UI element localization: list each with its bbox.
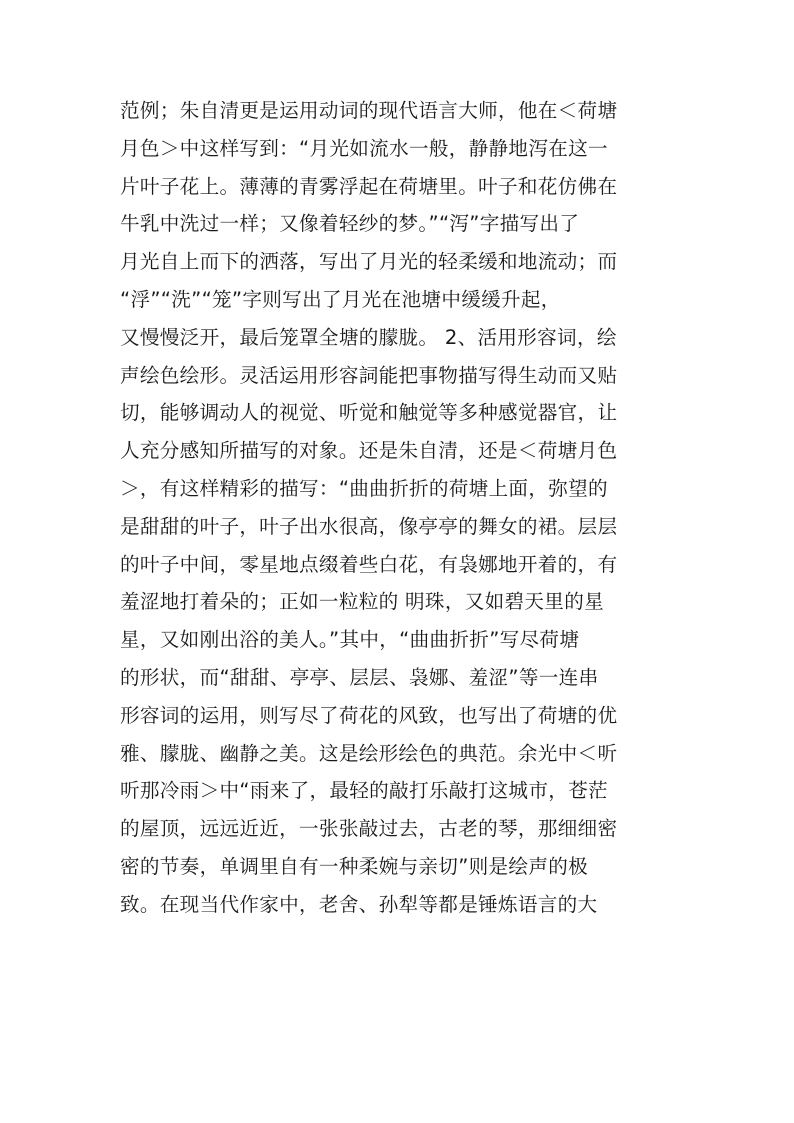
text-line: 范例；朱自清更是运用动词的现代语言大师，他在＜荷塘 <box>120 99 618 122</box>
text-line: 的形状，而“甜甜、亭亭、层层、袅娜、羞涩”等一连串 <box>120 665 599 689</box>
body-text <box>120 92 680 924</box>
text-line: 又慢慢泛开，最后笼罩全塘的朦胧。 2、活用形容词，绘 <box>120 325 617 349</box>
text-line: 声绘色绘形。灵活运用形容詞能把事物描写得生动而又贴 <box>120 363 618 387</box>
text-line: 片叶子花上。薄薄的青雾浮起在荷塘里。叶子和花仿佛在 <box>120 174 618 198</box>
text-line: ＞，有这样精彩的描写：“曲曲折折的荷塘上面，弥望的 <box>120 476 608 500</box>
text-line: 是甜甜的叶子，叶子出水很高，像亭亭的舞女的裙。层层 <box>120 514 618 538</box>
text-line: 密的节奏，单调里自有一种柔婉与亲切”则是绘声的极 <box>120 854 589 878</box>
text-line: 月色＞中这样写到：“月光如流水一般，静静地泻在这一 <box>120 136 608 160</box>
text-line: 听那冷雨＞中“雨来了，最轻的敲打乐敲打这城市，苍茫 <box>120 779 608 803</box>
text-line: 人充分感知所描写的对象。还是朱自清，还是＜荷塘月色 <box>120 439 618 463</box>
text-line: 雅、朦胧、幽静之美。这是绘形绘色的典范。余光中＜听 <box>120 741 618 765</box>
text-line: 致。在现当代作家中，老舍、孙犁等都是锤炼语言的大 <box>120 892 598 916</box>
text-line: 月光自上而下的洒落，写出了月光的轻柔缓和地流动；而 <box>120 250 618 274</box>
text-line: 形容词的运用，则写尽了荷花的风致，也写出了荷塘的优 <box>120 703 618 727</box>
text-line: 切，能够调动人的视觉、听觉和触觉等多种感觉器官，让 <box>120 401 618 425</box>
text-line: 的屋顶，远远近近，一张张敲过去，古老的琴，那细细密 <box>120 817 618 841</box>
text-line: 的叶子中间，零星地点缀着些白花，有袅娜地开着的，有 <box>120 552 618 576</box>
text-line: “浮”“洗”“笼”字则写出了月光在池塘中缓缓升起， <box>120 287 561 311</box>
text-line: 羞涩地打着朵的；正如一粒粒的 明珠，又如碧天里的星 <box>120 590 604 614</box>
text-line: 牛乳中洗过一样；又像着轻纱的梦。”“泻”字描写出了 <box>120 212 580 236</box>
text-line: 星，又如刚出浴的美人。”其中，“曲曲折折”写尽荷塘 <box>120 628 580 652</box>
